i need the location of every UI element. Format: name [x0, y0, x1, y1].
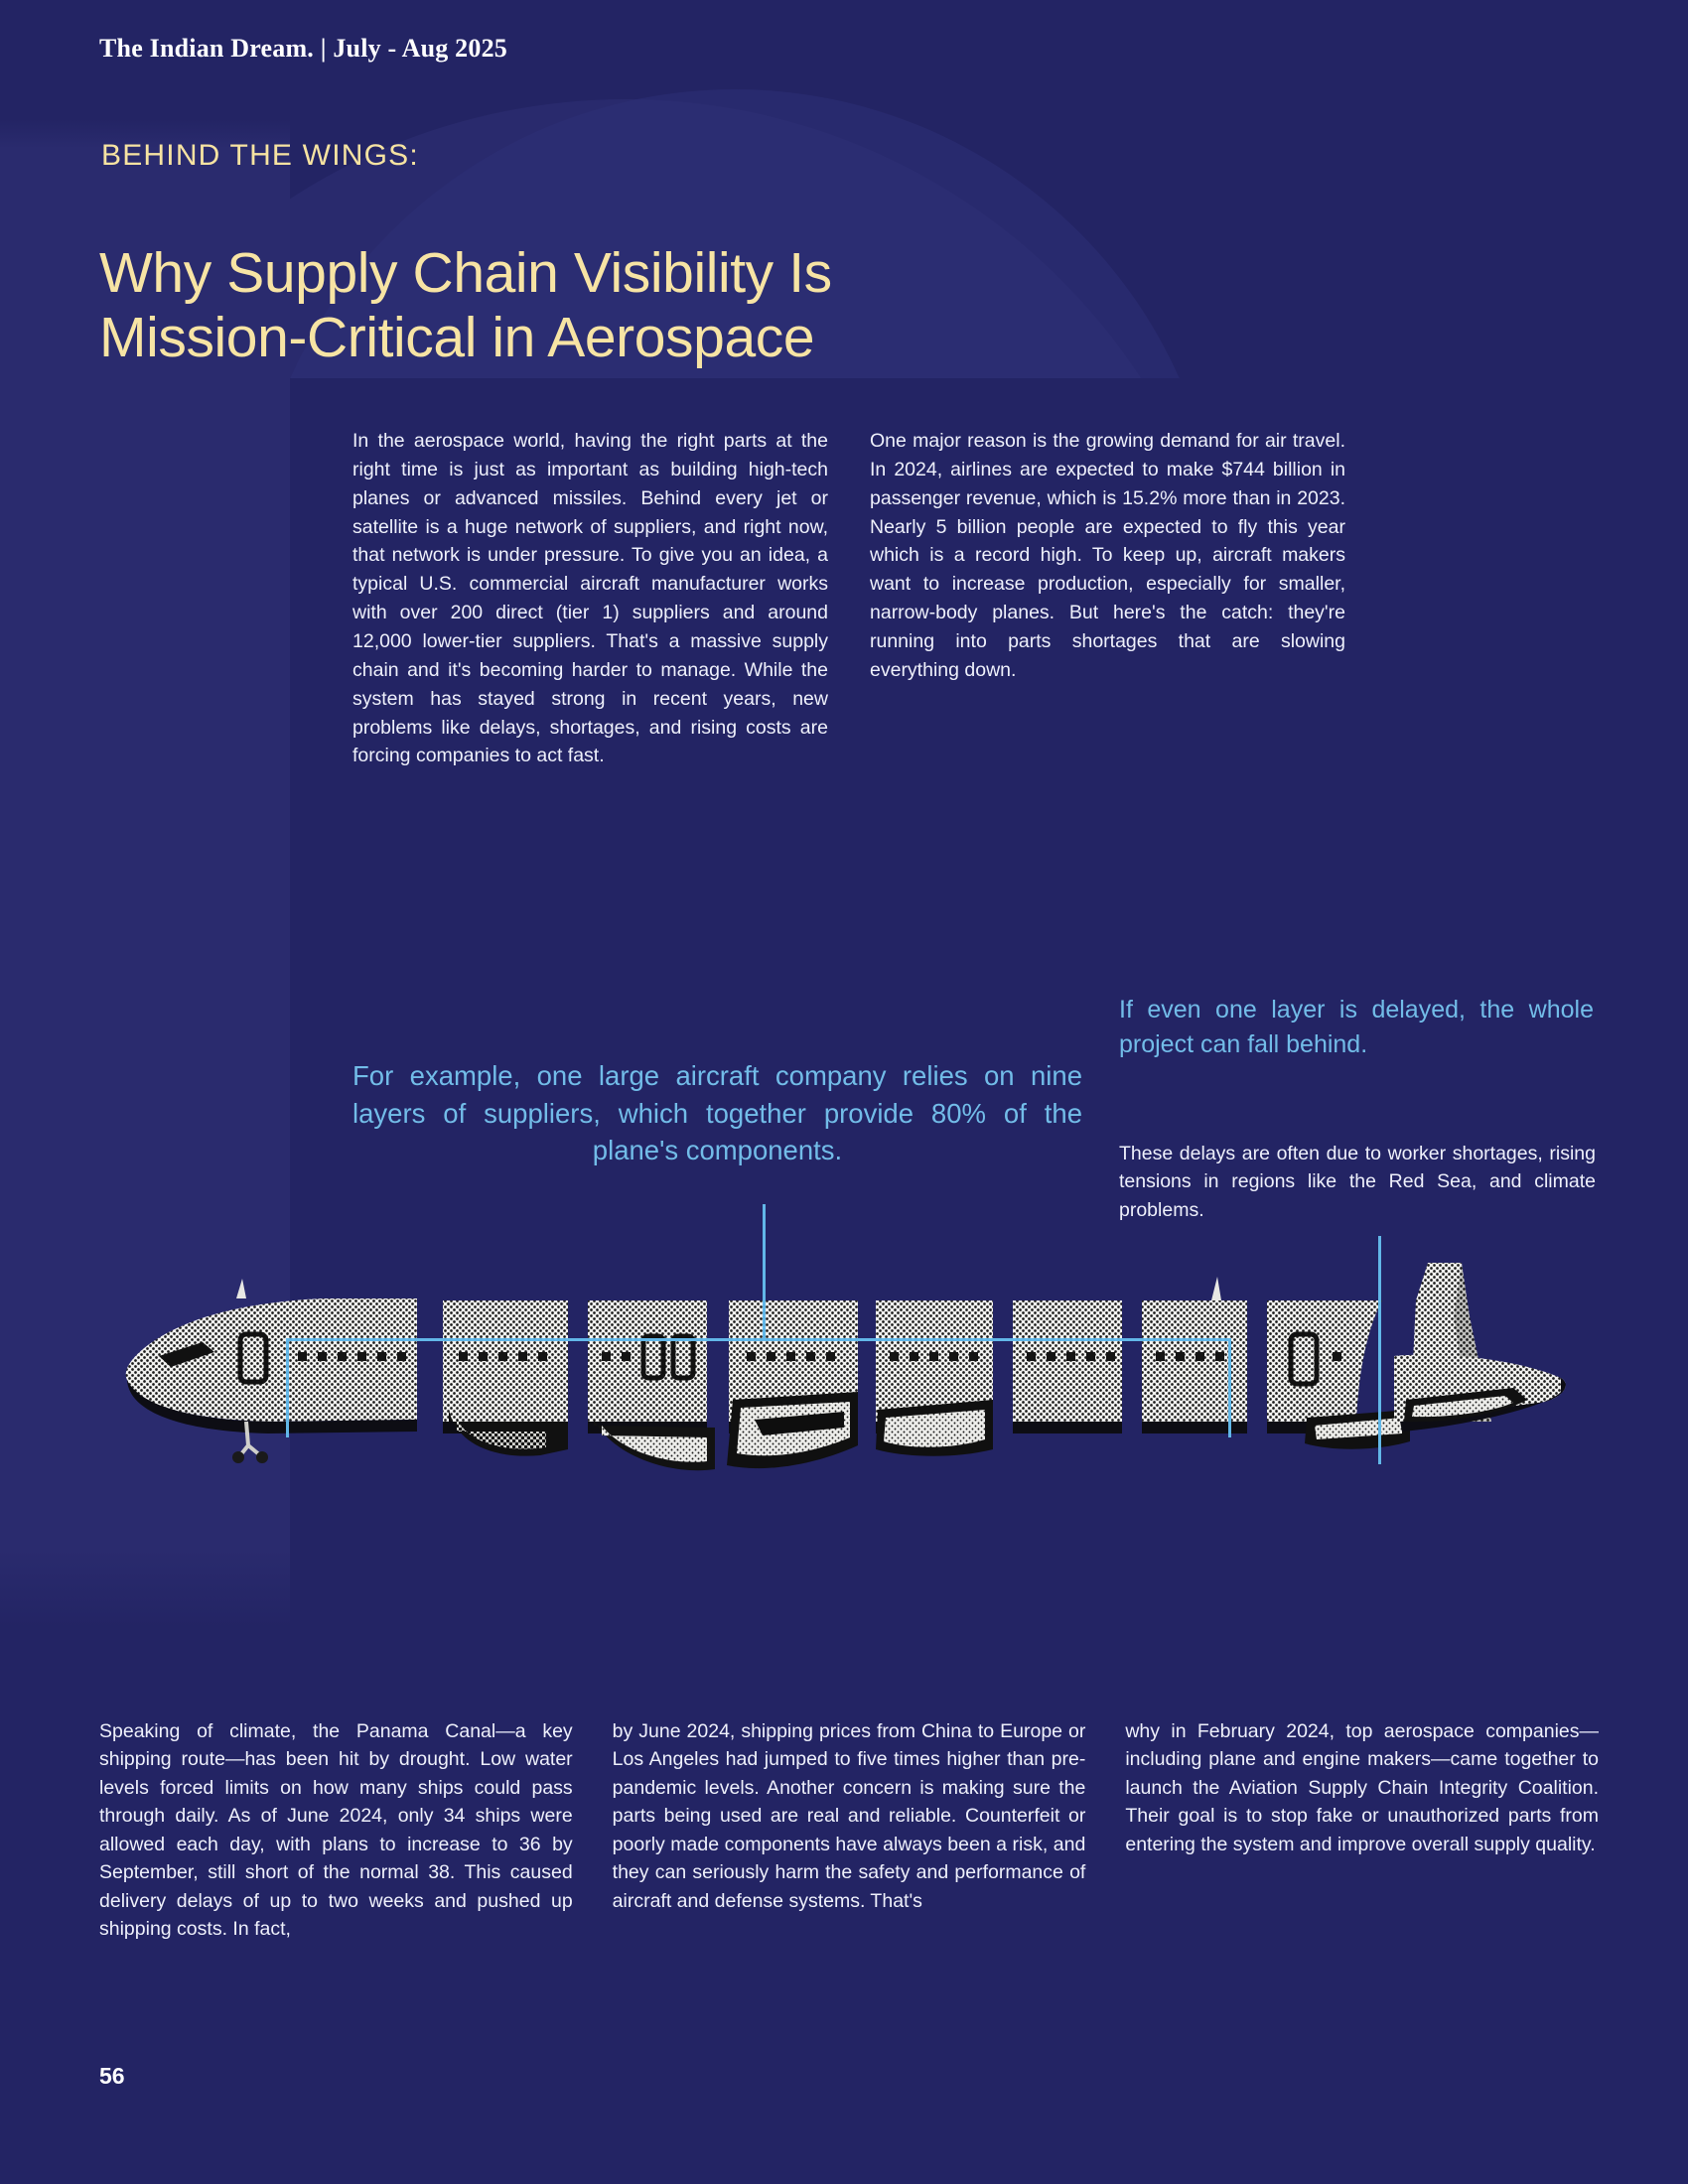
plane-section-5: [876, 1300, 993, 1456]
plane-section-8-aft: [1267, 1300, 1410, 1449]
bottom-columns: [99, 1717, 1599, 1944]
intro-columns: [352, 427, 1345, 770]
connector-line-vertical-center: [763, 1204, 766, 1340]
pull-quote-left: For example, one large aircraft company relies on nine layers of suppliers, which together provide 80% of the plane's components.: [352, 1060, 1082, 1166]
plane-section-3: [588, 1300, 715, 1470]
bottom-paragraph-1: Speaking of climate, the Panama Canal—a key shipping route—has been hit by drought. Low water levels forced limits on how many ships could pass through daily. As of June 2024, only 34 ships were allowed each day, with plans to increase to 36 by September, still short of the normal 38. This caused delivery delays of up to two weeks and pushed up shipping costs. In fact,: [99, 1720, 573, 1941]
plane-section-6: [1013, 1300, 1122, 1433]
intro-paragraph-2: One major reason is the growing demand for air travel. In 2024, airlines are expected to make $744 billion in passenger revenue, which is 15.2% more than in 2023. Nearly 5 billion people are expected to fly this year which is a record high. To keep up, aircraft makers want to increase production, especially for smaller, narrow-body planes. But here's the catch: they're running into parts shortages that are slowing everything down.: [870, 430, 1345, 681]
pull-quote-right-subtext: These delays are often due to worker shortages, rising tensions in regions like the Red Sea, and climate problems.: [1119, 1143, 1596, 1221]
intro-paragraph-1: In the aerospace world, having the right parts at the right time is just as important as building high-tech planes or advanced missiles. Behind every jet or satellite is a huge network of suppliers, and right now, that network is under pressure. To give you an idea, a typical U.S. commercial aircraft manufacturer works with over 200 direct (tier 1) suppliers and around 12,000 lower-tier suppliers. That's a massive supply chain and it's becoming harder to manage. While the system has stayed strong in recent years, new problems like delays, shortages, and rising costs are forcing companies to act fast.: [352, 430, 828, 767]
page-number: 56: [99, 2063, 125, 2089]
bottom-column-3: [1125, 1717, 1599, 1944]
masthead: The Indian Dream. | July - Aug 2025: [99, 34, 507, 63]
plane-nose-section: [126, 1279, 417, 1463]
intro-column-2: [870, 427, 1345, 770]
airplane-illustration: [119, 1261, 1569, 1569]
plane-section-2: [443, 1300, 568, 1456]
bottom-column-2: [613, 1717, 1086, 1944]
bottom-paragraph-2: by June 2024, shipping prices from China to Europe or Los Angeles had jumped to five times higher than pre-pandemic levels. Another concern is making sure the parts being used are real and reliable. Counterfeit or poorly made components have always been a risk, and they can seriously harm the safety and performance of aircraft and defense systems. That's: [612, 1720, 1086, 1912]
plane-section-7: [1142, 1277, 1247, 1433]
bottom-paragraph-3: why in February 2024, top aerospace companies—including plane and engine makers—came together to launch the Aviation Supply Chain Integrity Coalition. Their goal is to stop fake or unauthorized parts from entering the system and improve overall supply quality.: [1125, 1720, 1600, 1855]
connector-line-horizontal: [286, 1338, 1231, 1341]
connector-line-vertical-right: [1228, 1338, 1231, 1437]
bottom-column-1: [99, 1717, 573, 1944]
plane-section-4-wing: [727, 1300, 858, 1468]
plane-tail-section: [1394, 1263, 1566, 1432]
article-kicker: BEHIND THE WINGS:: [101, 139, 419, 172]
pull-quote-right: If even one layer is delayed, the whole project can fall behind.: [1119, 996, 1594, 1058]
intro-column-1: [352, 427, 828, 770]
connector-line-vertical-left: [286, 1338, 289, 1437]
page-title: Why Supply Chain Visibility Is Mission-Critical in Aerospace: [99, 241, 832, 369]
connector-line-vertical-tail: [1378, 1236, 1381, 1464]
